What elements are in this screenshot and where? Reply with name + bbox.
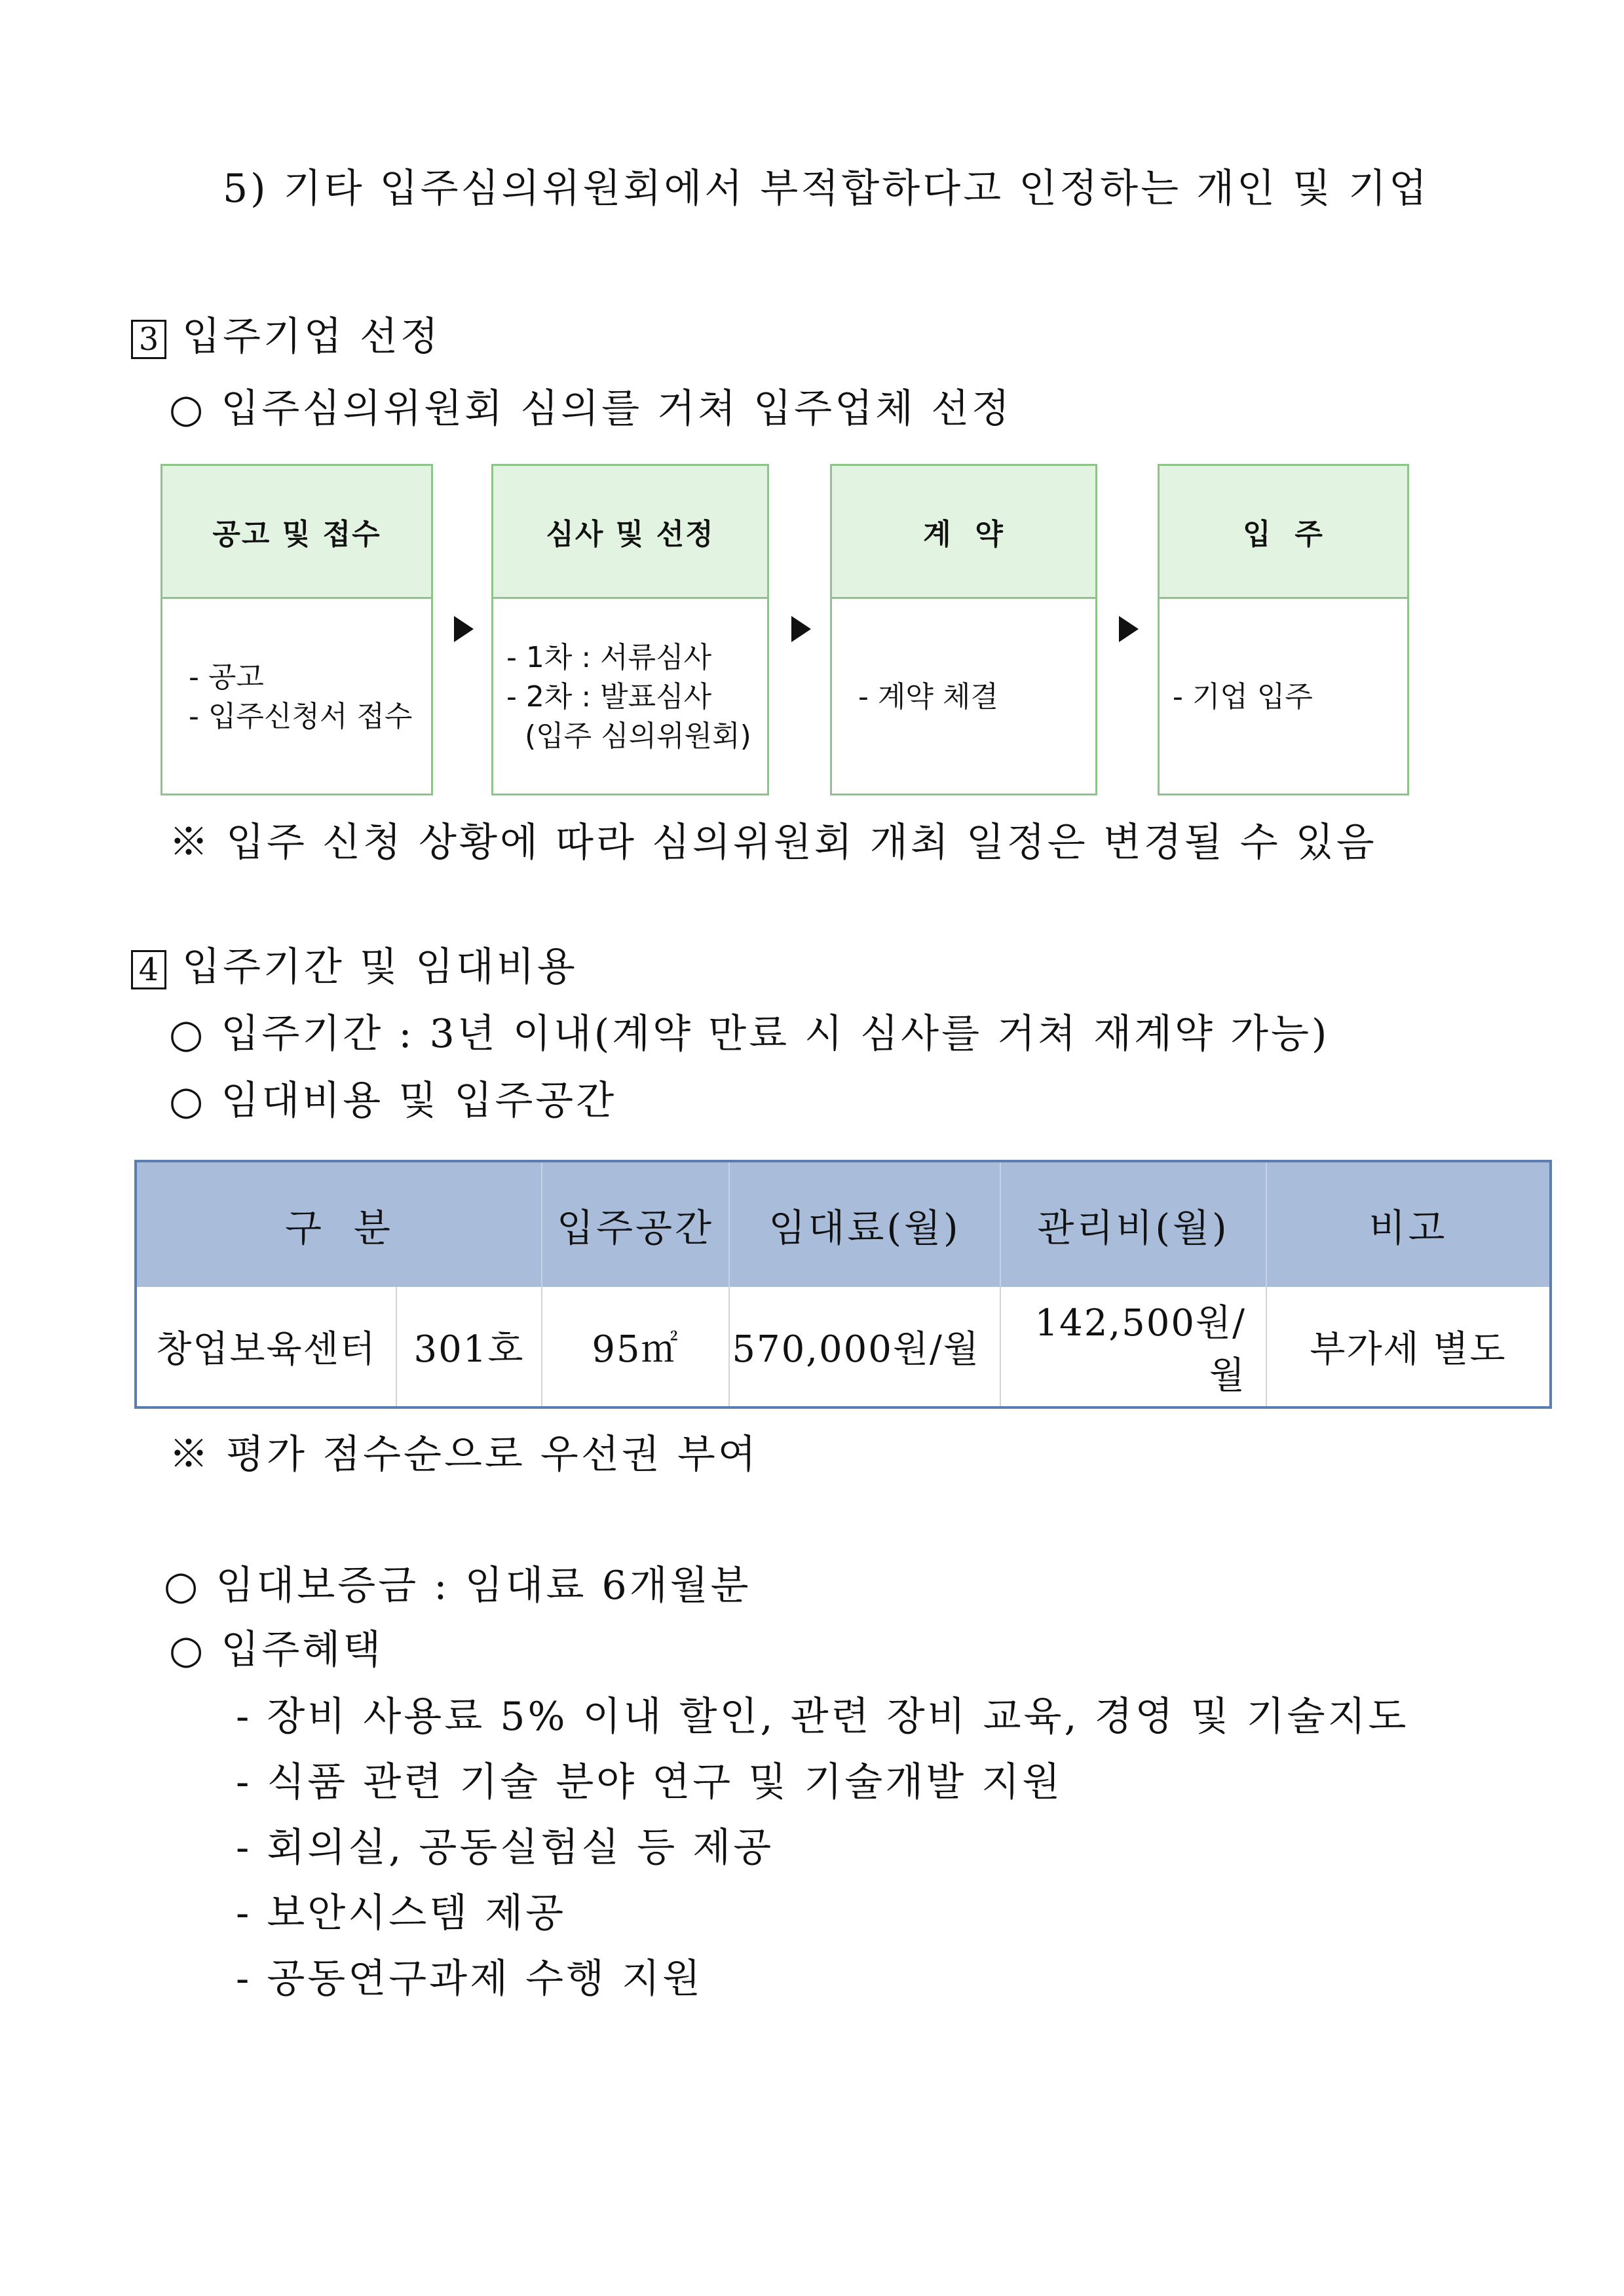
flow-step-1-line: - 공고 [189, 660, 264, 694]
flow-arrow-icon [454, 616, 474, 642]
table-header-row [136, 1161, 1551, 1287]
table-header-cell: 비고 [1266, 1161, 1551, 1287]
flow-step-4-body [1160, 599, 1407, 795]
table-header-cell: 임대료(월) [729, 1161, 1000, 1287]
flow-step-1-head: 공고 및 접수 [162, 466, 431, 599]
table-cell: 95㎡ [542, 1287, 729, 1407]
deposit-text: ○ 임대보증금 : 임대료 6개월분 [164, 1563, 751, 1609]
section3-note: ※ 입주 신청 상황에 따라 심의위원회 개최 일정은 변경될 수 있음 [169, 820, 1377, 866]
flow-step-2-line: - 1차 : 서류심사 [506, 641, 712, 674]
flow-step-1-body [162, 599, 431, 795]
benefit-item: - 식품 관련 기술 분야 연구 및 기술개발 지원 [236, 1759, 1063, 1805]
table-row [136, 1287, 1551, 1407]
flow-step-2 [491, 464, 769, 795]
section3-bullet: ○ 입주심의위원회 심의를 거쳐 입주업체 선정 [169, 386, 1012, 432]
section4-number: 4 [131, 950, 166, 989]
item-5-text: 5) 기타 입주심의위원회에서 부적합하다고 인정하는 개인 및 기업 [223, 166, 1430, 212]
flow-step-2-body [493, 599, 767, 795]
flow-step-2-head: 심사 및 선정 [493, 466, 767, 599]
section3-heading [131, 311, 441, 363]
flow-step-2-line: - 2차 : 발표심사 [506, 680, 712, 714]
benefit-item: - 공동연구과제 수행 지원 [236, 1956, 704, 2002]
benefit-item: - 회의실, 공동실험실 등 제공 [236, 1825, 774, 1871]
table-note: ※ 평가 점수순으로 우선권 부여 [169, 1432, 759, 1478]
benefit-item: - 보안시스템 제공 [236, 1890, 567, 1936]
section4-heading [131, 941, 578, 993]
table-header-cell: 구 분 [136, 1161, 542, 1287]
table-cell: 창업보육센터 [136, 1287, 396, 1407]
benefit-item: - 장비 사용료 5% 이내 할인, 관련 장비 교육, 경영 및 기술지도 [236, 1694, 1409, 1740]
flow-step-2-line: (입주 심의위원회) [506, 719, 751, 753]
section4-title: 입주기간 및 임대비용 [182, 944, 578, 990]
table-cell: 570,000원/월 [729, 1287, 1000, 1407]
table-cell: 301호 [396, 1287, 542, 1407]
table-cell: 부가세 별도 [1310, 1328, 1507, 1371]
rent-table [134, 1160, 1552, 1409]
benefit-title: ○ 입주혜택 [169, 1627, 384, 1673]
section4-cost-title: ○ 임대비용 및 입주공간 [169, 1078, 617, 1124]
table-header-cell: 입주공간 [542, 1161, 729, 1287]
section3-title: 입주기업 선정 [182, 314, 441, 360]
table-cell: 142,500원/월 [1000, 1287, 1266, 1407]
flow-step-3-line: - 계약 체결 [858, 680, 998, 714]
flow-arrow-icon [1119, 616, 1139, 642]
flow-step-3-body [832, 599, 1095, 795]
section3-number: 3 [131, 320, 166, 359]
flow-arrow-icon [791, 616, 811, 642]
flow-step-4-head: 입 주 [1160, 466, 1407, 599]
flow-step-1-line: - 입주신청서 접수 [189, 700, 413, 733]
flow-step-1 [161, 464, 433, 795]
flow-step-4-line: - 기업 입주 [1173, 680, 1313, 714]
section4-period: ○ 입주기간 : 3년 이내(계약 만료 시 심사를 거쳐 재계약 가능) [169, 1011, 1330, 1057]
table-header-cell: 관리비(월) [1000, 1161, 1266, 1287]
flow-step-4 [1158, 464, 1409, 795]
flow-step-3-head: 계 약 [832, 466, 1095, 599]
flow-step-3 [830, 464, 1097, 795]
